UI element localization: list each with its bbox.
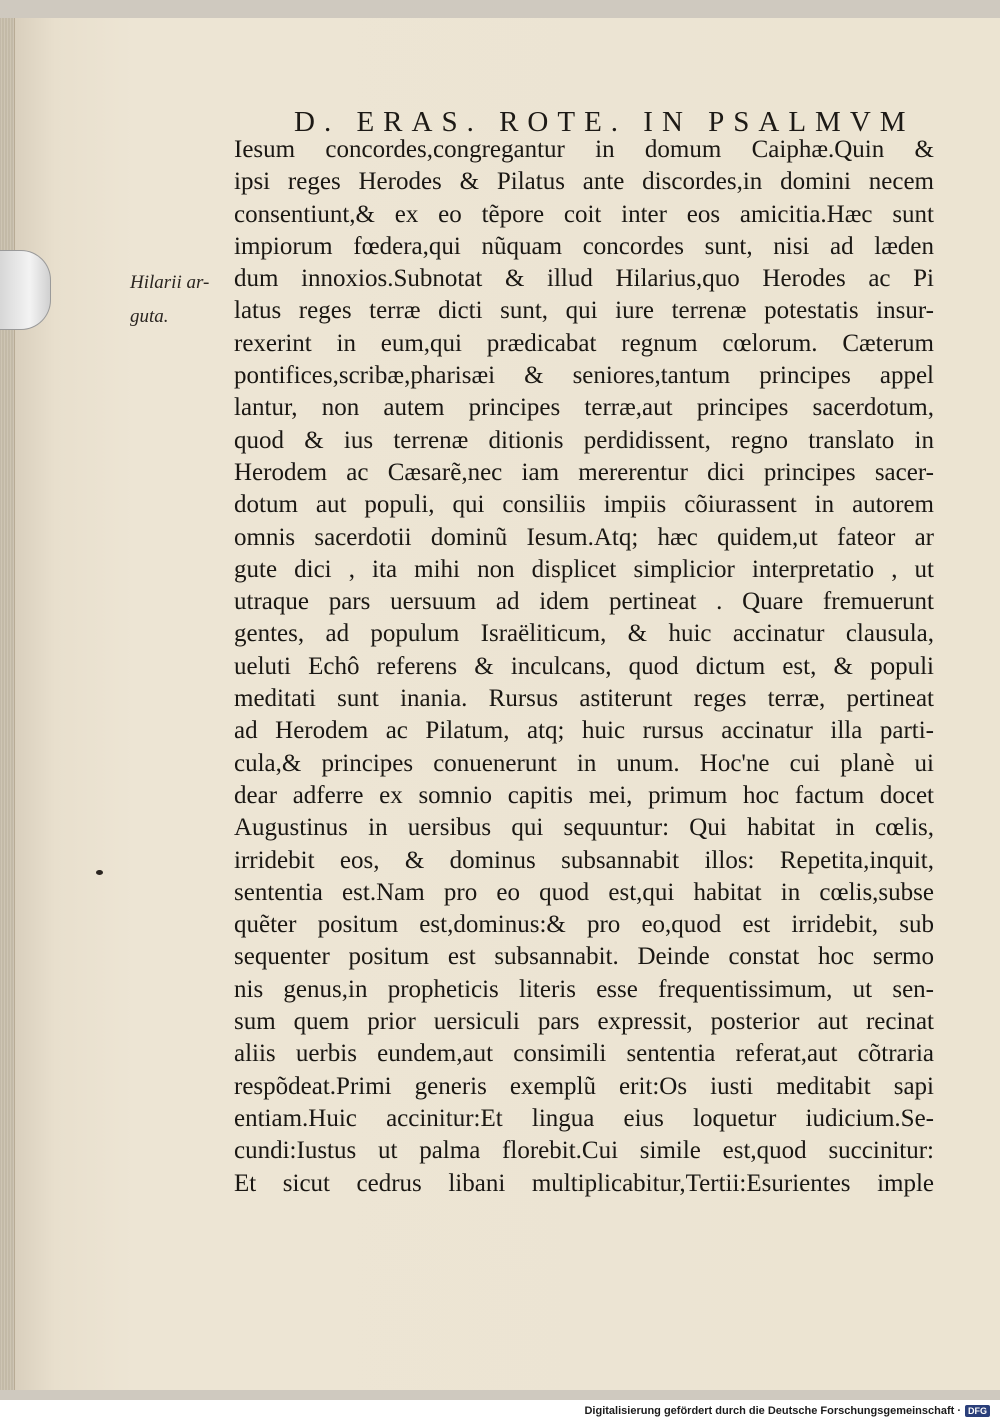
text-line: quẽter positum est,dominus:& pro eo,quod est irridebit, sub bbox=[234, 911, 934, 939]
text-line: impiorum fœdera,qui nũquam concordes sunt, nisi ad læden bbox=[234, 232, 934, 260]
text-line: utraque pars uersuum ad idem pertineat . Quare fremuerunt bbox=[234, 588, 934, 616]
text-line: Herodem ac Cæsarẽ,nec iam mererentur dici principes sacer- bbox=[234, 458, 934, 486]
text-line: dear adferre ex somnio capitis mei, primum hoc factum docet bbox=[234, 781, 934, 809]
text-line: pontifices,scribæ,pharisæi & seniores,tantum principes appel bbox=[234, 362, 934, 390]
page-clip-tab bbox=[0, 250, 51, 330]
text-line: Et sicut cedrus libani multiplicabitur,Tertii:Esurientes imple bbox=[234, 1169, 934, 1197]
credit-text: Digitalisierung gefördert durch die Deutsche Forschungsgemeinschaft · bbox=[584, 1405, 961, 1417]
digitization-credit bbox=[584, 1403, 990, 1419]
text-line: aliis uerbis eundem,aut consimili sententia referat,aut cõtraria bbox=[234, 1040, 934, 1068]
text-line: respõdeat.Primi generis exemplũ erit:Os iusti meditabit sapi bbox=[234, 1072, 934, 1100]
text-line: cundi:Iustus ut palma florebit.Cui simile est,quod succinitur: bbox=[234, 1137, 934, 1165]
dfg-logo: DFG bbox=[965, 1405, 990, 1417]
running-head: D. ERAS. ROTE. IN PSALMVM bbox=[294, 106, 915, 138]
text-line: quod & ius terrenæ ditionis perdidissent, regno translato in bbox=[234, 426, 934, 454]
text-line: consentiunt,& ex eo tẽpore coit inter eos amicitia.Hæc sunt bbox=[234, 200, 934, 228]
text-line: latus reges terræ dicti sunt, qui iure terrenæ potestatis insur- bbox=[234, 297, 934, 325]
text-line: sum quem prior uersiculi pars expressit, posterior aut recinat bbox=[234, 1008, 934, 1036]
text-line: Iesum concordes,congregantur in domum Caiphæ.Quin & bbox=[234, 136, 934, 163]
ink-mark bbox=[96, 870, 103, 875]
text-line: dum innoxios.Subnotat & illud Hilarius,quo Herodes ac Pi bbox=[234, 265, 934, 293]
text-line: ueluti Echô referens & inculcans, quod dictum est, & populi bbox=[234, 652, 934, 680]
text-line: omnis sacerdotii dominũ Iesum.Atq; hæc quidem,ut fateor ar bbox=[234, 523, 934, 551]
body-text bbox=[234, 134, 934, 1200]
text-line: ad Herodem ac Pilatum, atq; huic rursus accinatur illa parti- bbox=[234, 717, 934, 745]
marginal-note-line: guta. bbox=[130, 306, 169, 327]
text-line: irridebit eos, & dominus subsannabit illos: Repetita,inquit, bbox=[234, 846, 934, 874]
text-line: Augustinus in uersibus qui sequuntur: Qui habitat in cœlis, bbox=[234, 814, 934, 842]
text-line: cula,& principes conuenerunt in unum. Hoc'ne cui planè ui bbox=[234, 749, 934, 777]
text-line: gute dici , ita mihi non displicet simplicior interpretatio , ut bbox=[234, 555, 934, 583]
text-line: dotum aut populi, qui consiliis impiis cõiurassent in autorem bbox=[234, 491, 934, 519]
text-line: sententia est.Nam pro eo quod est,qui habitat in cœlis,subse bbox=[234, 878, 934, 906]
text-line: meditati sunt inania. Rursus astiterunt reges terræ, pertineat bbox=[234, 685, 934, 713]
page-stack-edge bbox=[0, 18, 14, 1390]
text-line: entiam.Huic accinitur:Et lingua eius loquetur iudicium.Se- bbox=[234, 1104, 934, 1132]
text-line: rexerint in eum,qui prædicabat regnum cœlorum. Cæterum bbox=[234, 329, 934, 357]
text-line: ipsi reges Herodes & Pilatus ante discordes,in domini necem bbox=[234, 168, 934, 196]
marginal-note-line: Hilarii ar- bbox=[130, 272, 210, 293]
text-line: sequenter positum est subsannabit. Deinde constat hoc sermo bbox=[234, 943, 934, 971]
text-line: nis genus,in propheticis literis esse frequentissimum, ut sen- bbox=[234, 975, 934, 1003]
text-line: lantur, non autem principes terræ,aut principes sacerdotum, bbox=[234, 394, 934, 422]
marginal-note bbox=[130, 266, 226, 334]
text-line: gentes, ad populum Israëliticum, & huic accinatur clausula, bbox=[234, 620, 934, 648]
